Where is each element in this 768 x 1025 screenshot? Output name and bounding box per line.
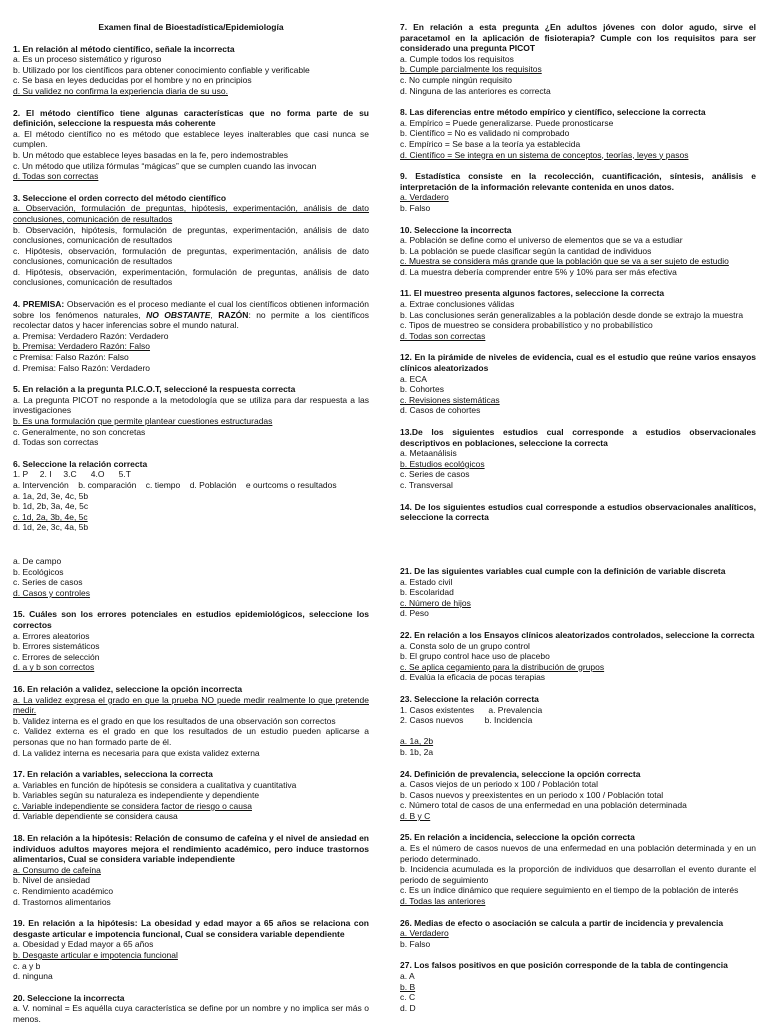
option: b. Falso (400, 938, 431, 949)
option: a. V. nominal = Es aquélla cuya característica se define por un nombre y no implica ser más o menos. (13, 1003, 369, 1024)
option: c Premisa: Falso Razón: Falso (13, 352, 129, 363)
option: a. Es el número de casos nuevos de una enfermedad en una población determinada y en un periodo determinado. (400, 843, 756, 864)
matching-item: 2. Casos nuevos b. Incidencia (400, 715, 533, 726)
premise-connector: NO OBSTANTE (146, 309, 211, 320)
question (13, 459, 369, 533)
question (400, 630, 756, 683)
question (13, 684, 369, 758)
question-text: 11. El muestreo presenta algunos factores, seleccione la correcta (400, 288, 665, 299)
column-bottom-right (400, 566, 756, 1013)
matching-item: 1. Casos existentes a. Prevalencia (400, 704, 543, 715)
option: b. Las conclusiones serán generalizables a la población desde donde se extrajo la muestra (400, 309, 744, 320)
option: b. 1b, 2a (400, 746, 434, 757)
option: a. Estado civil (400, 576, 453, 587)
question-continuation (13, 556, 369, 598)
option-correct: c. Revisiones sistemáticas (400, 394, 500, 405)
question (400, 352, 756, 416)
question (13, 993, 369, 1025)
column-top-left (13, 22, 369, 533)
option-correct: c. Número de hijos (400, 597, 471, 608)
option: c. Series de casos (400, 469, 470, 480)
question-text: 14. De los siguientes estudios cual corresponde a estudios observacionales analíticos, seleccione la correcta (400, 501, 756, 523)
question (13, 193, 369, 288)
option-correct: b. Estudios ecológicos (400, 458, 485, 469)
question (13, 299, 369, 373)
option: d. Casos de cohortes (400, 405, 481, 416)
option: a. 1a, 2d, 3e, 4c, 5b (13, 490, 89, 501)
option: a. Metaanálisis (400, 448, 457, 459)
question-text (13, 299, 369, 331)
question (13, 918, 369, 982)
question-text: 21. De las siguientes variables cual cumple con la definición de variable discreta (400, 566, 726, 576)
option: c. Hipótesis, observación, formulación de preguntas, experimentación, análisis de dato conclusiones, comunicación de resultados (13, 245, 369, 267)
option-correct: b. Cumple parcialmente los requisitos (400, 64, 542, 75)
question-text: 10. Seleccione la incorrecta (400, 224, 512, 235)
question-text: 22. En relación a los Ensayos clínicos aleatorizados controlados, seleccione la correcta (400, 629, 755, 640)
option-correct: d. Casos y controles (13, 587, 91, 598)
option: b. Errores sistemáticos (13, 641, 100, 652)
option: a. Variables en función de hipótesis se considera a cualitativa y cuantitativa (13, 779, 297, 790)
option: d. Variable dependiente se considera causa (13, 811, 178, 822)
question (400, 918, 756, 950)
option: c. Tipos de muestreo se considera probabilístico y no probabilístico (400, 320, 653, 331)
option-correct: a. Verdadero (400, 928, 449, 939)
option-correct: b. B (400, 981, 416, 992)
option-correct: d. a y b son correctos (13, 662, 95, 673)
option: c. Validez externa es el grado en que los resultados de un estudio pueden aplicarse a personas que no han formado parte de él. (13, 726, 369, 747)
option: a. Consta solo de un grupo control (400, 640, 530, 651)
option: b. Casos nuevos y preexistentes en un periodo x 100 / Población total (400, 789, 664, 800)
option: b. Utilizado por los científicos para obtener conocimiento confiable y verificable (13, 64, 310, 75)
question-text: 16. En relación a validez, seleccione la opción incorrecta (13, 683, 243, 694)
option-correct: d. B y C (400, 810, 431, 821)
option-correct: c. 1d, 2a, 3b, 4e, 5c (13, 511, 88, 522)
option: b. Falso (400, 202, 431, 213)
option-correct: c. Variable independiente se considera factor de riesgo o causa (13, 800, 252, 811)
option: c. Errores de selección (13, 651, 100, 662)
option: c. Número total de casos de una enfermedad en una población determinada (400, 800, 687, 811)
option: d. Evalúa la eficacia de pocas terapias (400, 672, 546, 683)
option: d. La validez interna es necesaria para que exista validez externa (13, 747, 260, 758)
option: c. Generalmente, no son concretas (13, 426, 146, 437)
question-text: 9. Estadística consiste en la recolección, cuantificación, síntesis, análisis e interpretación de la información relevante contenida en unos datos. (400, 171, 756, 192)
premise-sep: , (210, 309, 219, 320)
option-correct: d. Su validez no confirma la experiencia diaria de su uso. (13, 85, 228, 96)
question (13, 769, 369, 822)
question-text: 23. Seleccione la relación correcta (400, 693, 539, 704)
question-text: 3. Seleccione el orden correcto del método científico (13, 192, 227, 203)
question-text: 6. Seleccione la relación correcta (13, 458, 148, 469)
option: c. Series de casos (13, 577, 83, 588)
option-correct: b. Desgaste articular e impotencia funcional (13, 950, 178, 960)
reason-text: : no permite a los científicos recolectar datos y hacer inferencias sobre el mundo natural. (13, 309, 370, 331)
option: b. Nivel de ansiedad (13, 875, 91, 886)
question-text: 18. En relación a la hipótesis: Relación de consumo de cafeína y el nivel de ansiedad en individuos adultos mayores mejora el rendimiento académico, pero induce trastornos alimentarios, Cual se considera variable independiente (13, 833, 369, 865)
option-correct: c. Muestra se considera más grande que la población que se va a ser sujeto de estudio (400, 256, 729, 267)
option: a. De campo (13, 556, 62, 566)
question (13, 833, 369, 907)
option: d. D (400, 1002, 416, 1013)
matching-items: 1. P 2. I 3.C 4.O 5.T (13, 469, 131, 480)
option: c. a y b (13, 960, 41, 971)
premise-text: Observación es el proceso mediante el cual los científicos obtienen información sobre los fenómenos naturales, (13, 299, 369, 320)
question-text: 1. En relación al método científico, señale la incorrecta (13, 43, 235, 54)
option: a. Errores aleatorios (13, 630, 90, 641)
option-correct: a. Observación, formulación de preguntas, hipótesis, experimentación, análisis de dato conclusiones, comunicación de resultados (13, 203, 369, 224)
question (400, 107, 756, 160)
option: c. C (400, 992, 416, 1003)
option: c. Rendimiento académico (13, 886, 114, 897)
option: b. Variables según su naturaleza es independiente y dependiente (13, 790, 260, 801)
option-correct: d. Todas las anteriores (400, 896, 486, 907)
option: b. 1d, 2b, 3a, 4e, 5c (13, 501, 89, 512)
option: a. La pregunta PICOT no responde a la metodología que se utiliza para dar respuesta a las investigaciones (13, 394, 369, 416)
option: b. Científico = No es validado ni comprobado (400, 128, 570, 139)
option: a. Cumple todos los requisitos (400, 53, 514, 64)
option: a. Población se define como el universo de elementos que se va a estudiar (400, 235, 683, 246)
option-correct: d. Todas son correctas (13, 171, 99, 182)
question (13, 44, 369, 97)
option: c. Se basa en leyes deducidas por el hombre y no en principios (13, 75, 252, 86)
matching-definitions: a. Intervención b. comparación c. tiempo d. Población e ourtcoms o resultados (13, 479, 337, 490)
question (400, 171, 756, 213)
option: a. Premisa: Verdadero Razón: Verdadero (13, 330, 169, 341)
question-text: 12. En la pirámide de niveles de evidencia, cual es el estudio que reúne varios ensayos clínicos aleatorizados (400, 352, 756, 374)
option-correct: a. 1a, 2b (400, 736, 434, 747)
option-correct: d. Todas son correctas (400, 330, 486, 341)
option: b. El grupo control hace uso de placebo (400, 651, 550, 662)
question (400, 694, 756, 758)
option: c. No cumple ningún requisito (400, 74, 512, 85)
option: b. Observación, hipótesis, formulación de preguntas, experimentación, análisis de dato conclusiones, comunicación de resultados (13, 224, 369, 246)
question (400, 288, 756, 341)
option: c. Es un índice dinámico que requiere seguimiento en el tiempo de la población de interés (400, 885, 739, 896)
blank-line (400, 726, 756, 737)
option: d. Todas son correctas (13, 437, 99, 448)
premise-label: 4. PREMISA: (13, 299, 65, 310)
option-correct: c. Se aplica cegamiento para la distribución de grupos (400, 661, 605, 672)
column-bottom-left (13, 556, 369, 1025)
question-text: 15. Cuáles son los errores potenciales en estudios epidemiológicos, seleccione los correctos (13, 609, 369, 630)
question (400, 960, 756, 1013)
question-text: 8. Las diferencias entre método empírico y científico, seleccione la correcta (400, 107, 706, 118)
document-title: Examen final de Bioestadística/Epidemiología (98, 22, 284, 32)
question (400, 769, 756, 822)
option: d. Trastornos alimentarios (13, 896, 111, 907)
reason-label: RAZÓN (218, 309, 249, 320)
option: d. Ninguna de las anteriores es correcta (400, 85, 551, 96)
option: d. ninguna (13, 971, 53, 982)
question (400, 832, 756, 906)
question-text: 13.De los siguientes estudios cual corresponde a estudios observacionales descriptivos en poblaciones, seleccione la correcta (400, 427, 756, 448)
option: b. Cohortes (400, 384, 444, 395)
question (13, 384, 369, 448)
option: b. Un método que establece leyes basadas en la fe, pero indemostrables (13, 149, 289, 160)
question-text: 19. En relación a la hipótesis: La obesidad y edad mayor a 65 años se relaciona con desgaste articular e impotencia funcional, Cual se considera variable dependiente (13, 918, 369, 939)
option-correct: a. Verdadero (400, 192, 449, 203)
option: a. Extrae conclusiones válidas (400, 299, 515, 310)
option-correct: b. Premisa: Verdadero Razón: Falso (13, 341, 151, 352)
option: a. Es un proceso sistemático y riguroso (13, 54, 162, 65)
option: a. El método científico no es método que establece leyes inalterables que casi nunca se cumplen. (13, 128, 369, 150)
question (400, 566, 756, 619)
column-top-right (400, 22, 756, 523)
option: d. La muestra debería comprender entre 5% y 10% para ser más efectiva (400, 266, 677, 277)
option: d. Premisa: Falso Razón: Verdadero (13, 362, 151, 373)
option: c. Transversal (400, 479, 453, 490)
question-text: 26. Medias de efecto o asociación se calcula a partir de incidencia y prevalencia (400, 917, 724, 928)
option: c. Un método que utiliza fórmulas “mágicas” que se cumplen cuando las invocan (13, 160, 317, 171)
question (13, 108, 369, 182)
question (400, 22, 756, 96)
option: b. La población se puede clasificar según la cantidad de individuos (400, 245, 652, 256)
question-text: 17. En relación a variables, selecciona la correcta (13, 769, 213, 780)
option: d. Hipótesis, observación, experimentación, formulación de preguntas, análisis de dato conclusiones, comunicación de resultados (13, 266, 369, 288)
option: b. Validez interna es el grado en que los resultados de una observación son correctos (13, 715, 336, 726)
question-text: 5. En relación a la pregunta P.I.C.O.T, seleccioné la respuesta correcta (13, 384, 296, 395)
option: a. Empírico = Puede generalizarse. Puede pronosticarse (400, 117, 614, 128)
option-correct: a. La validez expresa el grado en que la prueba NO puede medir realmente lo que pretende medir. (13, 694, 369, 716)
option: a. A (400, 971, 415, 981)
question-text: 25. En relación a incidencia, seleccione la opción correcta (400, 832, 635, 843)
question-text: 20. Seleccione la incorrecta (13, 992, 125, 1003)
question-text: 7. En relación a esta pregunta ¿En adultos jóvenes con dolor agudo, sirve el paracetamol en la aplicación de fisioterapia? Cumple con los requisitos para ser considerado una pregunta PICOT (400, 22, 756, 54)
option: d. Peso (400, 608, 429, 619)
question-text: 24. Definición de prevalencia, seleccione la opción correcta (400, 768, 641, 779)
option: d. 1d, 2e, 3c, 4a, 5b (13, 522, 89, 533)
question (400, 427, 756, 491)
question-text: 2. El método científico tiene algunas características que no forma parte de su definición, seleccione la respuesta más coherente (13, 107, 369, 129)
question-text: 27. Los falsos positivos en que posición corresponde de la tabla de contingencia (400, 960, 728, 971)
option-correct: b. Es una formulación que permite plantear cuestiones estructuradas (13, 416, 273, 426)
question (13, 609, 369, 673)
option-correct: a. Consumo de cafeína (13, 864, 101, 875)
option: b. Incidencia acumulada es la proporción de individuos que desarrollan el evento durante el periodo de seguimiento (400, 864, 756, 885)
option-correct: d. Científico = Se integra en un sistema de conceptos, teorías, leyes y pasos (400, 149, 689, 160)
option: a. ECA (400, 373, 427, 384)
option: b. Escolaridad (400, 587, 454, 598)
option: a. Obesidad y Edad mayor a 65 años (13, 939, 154, 950)
option: a. Casos viejos de un periodo x 100 / Población total (400, 779, 598, 790)
question (400, 502, 756, 523)
option: b. Ecológicos (13, 566, 64, 577)
question (400, 225, 756, 278)
option: c. Empírico = Se base a la teoría ya establecida (400, 138, 581, 149)
